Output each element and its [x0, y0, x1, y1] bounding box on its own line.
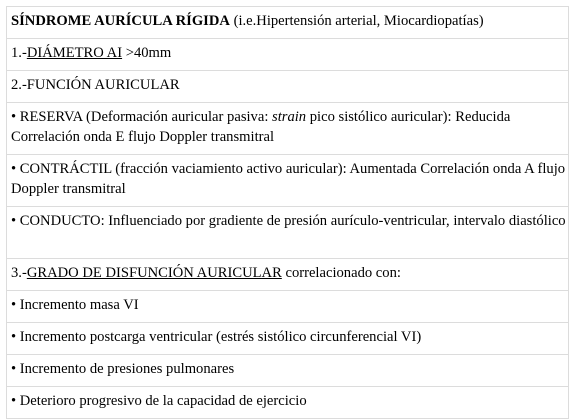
diameter-cell	[7, 39, 569, 71]
grade-prefix: 3.-	[11, 265, 27, 281]
function-heading: 2.-FUNCIÓN AURICULAR	[11, 77, 180, 93]
afterload-text: • Incremento postcarga ventricular (estrés sistólico circunferencial VI)	[11, 329, 422, 345]
contractile-text: • CONTRÁCTIL (fracción vaciamiento activo auricular): Aumentada Correlación onda A flujo Doppler transmitral	[11, 161, 566, 197]
diameter-value: >40mm	[122, 45, 172, 61]
table-row	[7, 207, 569, 259]
reserve-prefix: • RESERVA (Deformación auricular pasiva:	[11, 109, 273, 125]
grade-text: correlacionado con:	[281, 265, 401, 281]
diameter-prefix: 1.-	[11, 45, 27, 61]
mass-text: • Incremento masa VI	[11, 297, 139, 313]
title-heading: SÍNDROME AURÍCULA RÍGIDA	[11, 13, 230, 29]
table-row	[7, 103, 569, 155]
grade-label: GRADO DE DISFUNCIÓN AURICULAR	[26, 265, 282, 281]
title-subtitle: (i.e.Hipertensión arterial, Miocardiopatías)	[229, 13, 484, 29]
contractile-cell	[7, 155, 569, 207]
table-row	[7, 39, 569, 71]
table-row	[7, 7, 569, 39]
exercise-cell	[7, 387, 569, 419]
reserve-strain: strain	[272, 109, 307, 125]
pressures-cell	[7, 355, 569, 387]
conduit-cell	[7, 207, 569, 259]
mass-cell	[7, 291, 569, 323]
table-row	[7, 387, 569, 419]
function-cell	[7, 71, 569, 103]
afterload-cell	[7, 323, 569, 355]
pressures-text: • Incremento de presiones pulmonares	[11, 361, 235, 377]
diameter-label: DIÁMETRO AI	[26, 45, 123, 61]
table-row	[7, 155, 569, 207]
reserve-text: pico sistólico auricular): Reducida Correlación onda E flujo Doppler transmitral	[11, 109, 511, 145]
grade-cell	[7, 259, 569, 291]
exercise-text: • Deterioro progresivo de la capacidad de ejercicio	[11, 393, 307, 409]
title-cell	[7, 7, 569, 39]
table-row	[7, 259, 569, 291]
table-row	[7, 71, 569, 103]
conduit-text: • CONDUCTO: Influenciado por gradiente de presión aurículo-ventricular, intervalo diastólico	[11, 213, 566, 229]
table-row	[7, 323, 569, 355]
table-row	[7, 291, 569, 323]
table-row	[7, 355, 569, 387]
reserve-cell	[7, 103, 569, 155]
atrial-syndrome-table	[6, 6, 569, 419]
